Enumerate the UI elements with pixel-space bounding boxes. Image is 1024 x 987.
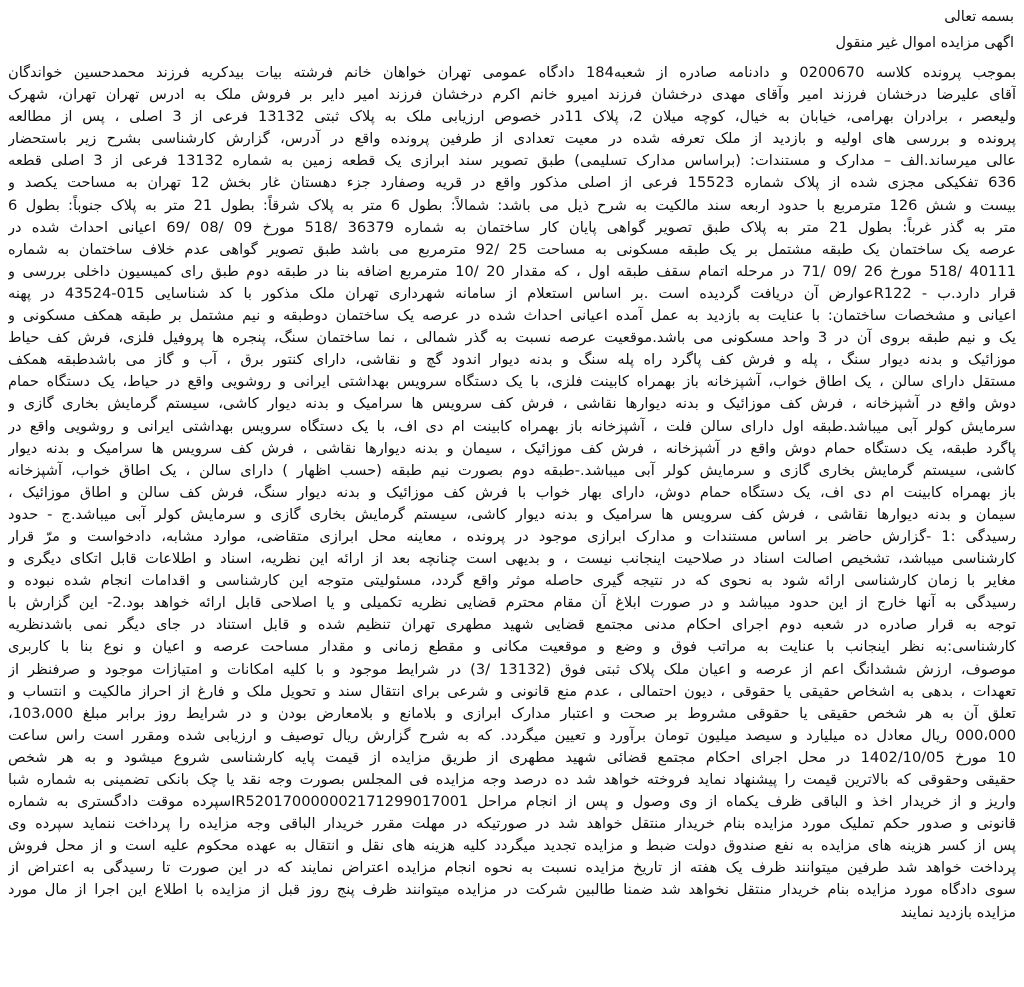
notice-title: اگهی مزایده اموال غیر منقول: [835, 35, 1014, 51]
notice-text-line: 000،000 ریال معادل ده میلیارد و سیصد میلیون تومان برآورد و تعیین میگردد. که به شرح گزارش ریال توصیف و ارزیابی شده ومقرر است راس ساعت: [8, 726, 1016, 744]
notice-text-line: 636 تفکیکی مجزی شده از پلاک شماره 15523 فرعی از اصلی مذکور واقع در قریه وصفارد جزء دهستان غار بخش 12 تهران به مساحت یکصد و: [8, 174, 1016, 192]
notice-text-line: مستقل دارای سالن ، یک اطاق خواب، آشپزخانه باز بهمراه کابینت فلزی، با یک دستگاه سرویس بهداشتی ایرانی و روشویی واقع در حیاط، یک دستگاه حمام: [8, 373, 1016, 391]
notice-text-line: پس از کسر هزینه های مزایده به نفع صندوق دولت ضبط و مزایده تجدید میگردد کلیه هزینه های نقل و انتقال به عهده محکوم علیه است و از محل فروش: [8, 837, 1016, 855]
notice-text-line: پرداخت خواهد شد طرفین میتوانند ظرف یک هفته از تاریخ مزایده نسبت به نحوه انجام مزایده اعتراض نمایند که در این صورت تا رسیدگی به اعتراض از: [8, 859, 1016, 877]
notice-text-line: 10 مورخ 1402/10/05 در محل اجرای احکام مجتمع قضائی شهید مطهری از طریق مزایده از قیمت پایه کارشناسی شروع میشود و به هر شخص: [8, 748, 1016, 766]
notice-text-line: 40111 /518 مورخ 26 /09 /71 در مرحله اتمام سقف طبقه اول ، که مقدار 20 /10 مترمربع اضافه بنا در طبقه دوم طبق رای کمیسیون داخلی بررسی و: [8, 262, 1016, 280]
notice-text-line: ولیعصر ، برادران بهرامی، خیابان به خیال، کوچه میلان 2، پلاک 11در خصوص ارزیابی ملک به پلاک ثبتی 13132 فرعی از 3 اصلی ، پس از مطالعه: [8, 108, 1016, 126]
notice-text-line: موصوف، ارزش ششدانگ اعم از عرصه و اعیان ملک پلاک ثبتی فوق (13132 /3) در شرایط موجود و با کلیه امکانات و امتیازات موجود و صرفنظر از: [8, 660, 1016, 678]
notice-text-line: آقای علیرضا درخشان فرزند امیر وآقای مهدی درخشان فرزند امیرو خانم اکرم درخشان فرزند امیر دایر بر فروش ملک به ادرس تهران تهران، شهرک: [8, 86, 1016, 104]
notice-text-line: یک و نیم طبقه بروی آن در 3 واحد مسکونی می باشد.موقعیت عرصه نسبت به گذر شمالی ، نما ساختمان سنگ، پنجره ها پروفیل فلزی، فرش کف حیاط: [8, 329, 1016, 347]
notice-text-line: بموجب پرونده کلاسه 0200670 و دادنامه صادره از شعبه184 دادگاه عمومی تهران خواهان خانم فرشته بیات بیدکریه فرزند محمدحسین خواندگان: [8, 64, 1016, 81]
notice-text-line: اعیانی و مشخصات ساختمان: با عنایت به بازدید به عمل آمده اعیانی احداث شده در عرصه یک ساختمان دوطبقه و نیم مشتمل بر طبقه همکف مسکونی و: [8, 307, 1016, 325]
bismillah-heading: بسمه تعالی: [944, 9, 1014, 25]
notice-text-line: پاگرد طبقه، یک دستگاه حمام دوش واقع در آشپزخانه ، فرش کف موزائیک ، سیمان و بدنه دیوارها نقاشی ، فرش کف سرویس ها سرامیک و بدنه دیوار: [8, 439, 1016, 457]
notice-text-line: کاشی، سیستم گرمایش بخاری گازی و سرمایش کولر آبی میباشد.-طبقه دوم بصورت نیم طبقه (حسب اظهار ) دارای سالن ، یک اطاق خواب، آشپزخانه: [8, 461, 1016, 479]
notice-text-line: توجه به قرار صادره در شعبه دوم اجرای احکام مدنی مجتمع قضایی شهید مطهری تهران تنظیم شده و قابل استناد در جای دیگر نمی باشدنظریه: [8, 616, 1016, 634]
notice-text-line: واریز و از خریدار اخذ و الباقی ظرف یکماه از وی وصول و پس از انجام مراحل IR520170000002171299017001سپرده موقت دادگستری به شماره: [8, 793, 1016, 811]
notice-text-line: عالی میرساند.الف – مدارک و مستندات: (براساس مدارک تسلیمی) طبق تصویر سند ابرازی یک قطعه زمین به شماره 13132 فرعی از 3 اصلی قطعه: [8, 152, 1016, 170]
notice-text-line: سوی دادگاه مورد مزایده بنام خریدار منتقل نخواهد شد ضمنا طالبین شرکت در مزایده میتوانند ظرف پنج روز قبل از مزایده با اطلاع این اجرا از مال مورد: [8, 881, 1016, 899]
notice-text-line: مزایده بازدید نمایند: [900, 903, 1016, 921]
notice-text-line: پرونده و بررسی های اولیه و بازدید از ملک تعرفه شده در معیت تعدادی از طرفین پرونده واقع در آدرس، گزارش کارشناسی بشرح زیر باستحضار: [8, 130, 1016, 148]
notice-text-line: کارشناسی:به نظر اینجانب با عنایت به مراتب فوق و وضع و موقعیت مکانی و مقطع زمانی و مقدار مساحت عرصه و اعیان و نوع بنا با کاربری: [8, 638, 1016, 656]
notice-text-line: قانونی و صدور حکم تملیک مورد مزایده بنام خریدار منتقل خواهد شد در صورتیکه در مهلت مقرر خریدار الباقی وجه مزایده را پرداخت ننماید سپرده وی: [8, 815, 1016, 833]
notice-body: [8, 62, 1016, 924]
notice-text-line: موزائیک و بدنه دیوار سنگ ، پله و فرش کف پاگرد راه پله سنگ و بدنه دیوار اندود گچ و نقاشی، دارای کنتور برق ، آب و گاز می باشدطبقه همکف: [8, 351, 1016, 369]
notice-text-line: باز بهمراه کابینت ام دی اف، یک دستگاه حمام دوش، دارای بهار خواب با فرش کف موزائیک و بدنه دیوار سنگ، فرش کف سالن و اطاق موزائیک ،: [8, 483, 1016, 501]
notice-text-line: سیمان و بدنه دیوارها نقاشی ، فرش کف سرویس ها سرامیک و بدنه دیوار کاشی، سیستم گرمایش بخاری گازی و سرمایش کولر آبی میباشد.ج - حدود: [8, 505, 1016, 523]
notice-text-line: قرار دارد.ب - R122عوارض آن دریافت گردیده است .بر اساس استعلام از سامانه شهرداری تهران ملک مذکور با کد شناسایی 015-43524 در پهنه: [8, 284, 1016, 302]
notice-text-line: سرمایش کولر آبی میباشد.طبقه اول دارای سالن فلت ، آشپزخانه باز بهمراه کابینت ام دی اف، با یک دستگاه سرویس بهداشتی ایرانی و روشویی واقع در: [8, 417, 1016, 435]
notice-text-line: بیست و شش 126 مترمربع با حدود اربعه سند مالکیت به شرح ذیل می باشد: شمالاً: بطول 6 متر به پلاک شرقاً: بطول 21 متر به پلاک جنوباً: بطول 6: [8, 196, 1016, 214]
notice-text-line: دوش واقع در آشپزخانه ، فرش کف موزائیک و بدنه دیوارها نقاشی ، فرش کف سرویس ها سرامیک و بدنه دیوار کاشی، سیستم گرمایش بخاری گازی و: [8, 395, 1016, 413]
notice-text-line: مغایر با زمان کارشناسی ارائه شود به نحوی که در نتیجه گیری حاصله موثر واقع گردد، مسئولیتی متوجه این کارشناسی و اقدامات انجام شده نبوده و: [8, 572, 1016, 590]
notice-text-line: کارشناسی میباشد، تشخیص اصالت اسناد در صلاحیت اینجانب نیست ، و بدیهی است چنانچه بعد از ارائه این نظریه، اسناد و اطلاعات قابل اتکای دیگری و: [8, 550, 1016, 568]
notice-text-line: تعهدات ، بدهی به اشخاص حقیقی یا حقوقی ، دیون احتمالی ، عدم منع قانونی و شرعی برای انتقال سند و تحویل ملک و فارغ از احراز مالکیت و انتساب و: [8, 682, 1016, 700]
notice-text-line: عرصه یک ساختمان یک طبقه مشتمل بر یک طبقه مسکونی به مساحت 25 /92 مترمربع می باشد طبق تصویر گواهی عدم خلاف ساختمان به شماره: [8, 240, 1016, 258]
notice-text-line: رسیدگی به آنها خارج از این حدود میباشد و در صورت ابلاغ آن مقام محترم قضایی نظریه تکمیلی و یا اصلاحی قابل ارائه خواهد بود.2- این گزارش با: [8, 594, 1016, 612]
notice-text-line: تعلق آن به هر شخص حقیقی یا حقوقی مشروط بر صحت و اعتبار مدارک ابرازی و بلامانع و بلامعارض بودن و در شرایط روز برابر مبلغ 103،000،: [8, 704, 1016, 722]
notice-text-line: حقیقی وحقوقی که بالاترین قیمت را پیشنهاد نماید فروخته خواهد شد ده درصد وجه مزایده فی المجلس بصورت وجه نقد یا چک بانکی تضمینی به شماره شبا: [8, 771, 1016, 788]
notice-text-line: رسیدگی :1 -گزارش حاضر بر اساس مستندات و مدارک ابرازی موجود در پرونده ، معاینه محل ابرازی متقاضی، موارد مشابه، دادخواست و مرّ قرار: [8, 527, 1016, 545]
notice-text-line: متر به گذر غرباً: بطول 21 متر به پلاک طبق تصویر گواهی پایان کار ساختمان به شماره 36379 /518 مورخ 09 /08 /69 اعیانی احداث شده در: [8, 218, 1016, 236]
